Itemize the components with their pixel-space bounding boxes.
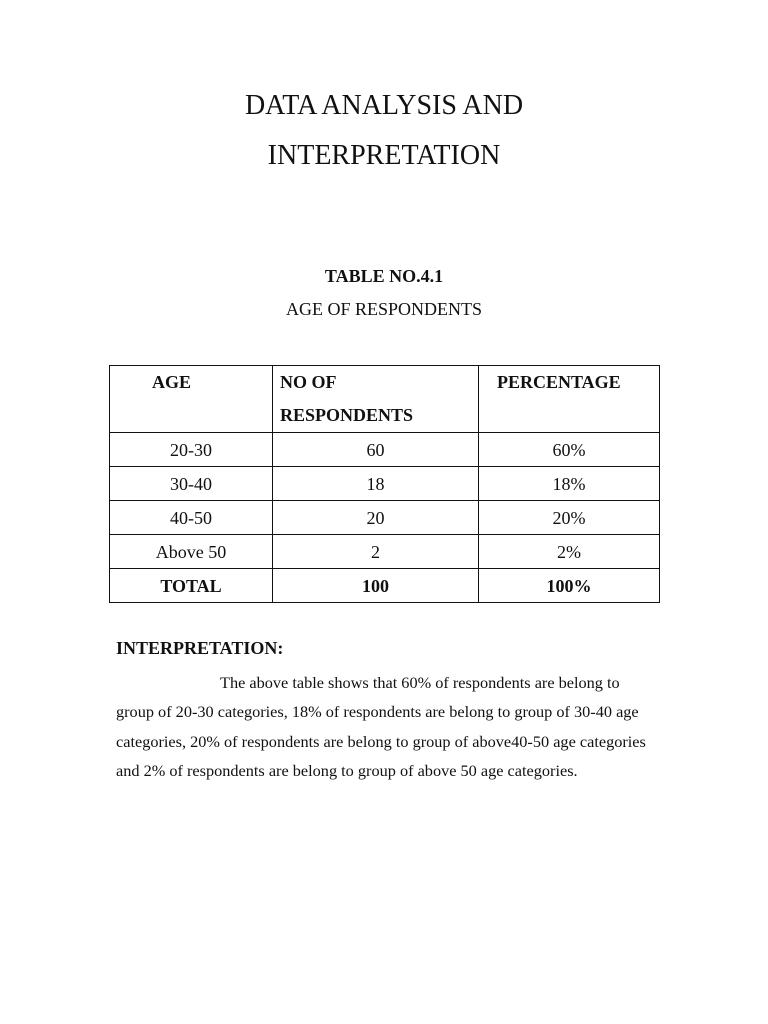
cell-percentage: 20%: [479, 501, 660, 535]
interpretation-heading: INTERPRETATION:: [116, 638, 284, 658]
page-title-line-2: INTERPRETATION: [267, 140, 501, 171]
cell-respondents: 2: [273, 535, 479, 569]
cell-respondents: 18: [273, 467, 479, 501]
table-row: [110, 501, 660, 535]
table-total-row: [110, 569, 660, 603]
cell-age: Above 50: [110, 535, 273, 569]
age-of-respondents-table: [109, 365, 660, 603]
cell-respondents: 20: [273, 501, 479, 535]
table-row: [110, 433, 660, 467]
cell-age: 20-30: [110, 433, 273, 467]
total-respondents: 100: [273, 569, 479, 603]
table-row: [110, 535, 660, 569]
interpretation-body: The above table shows that 60% of respondents are belong to group of 20-30 categories, 18% of respondents are belong to group of 30-40 age categories, 20% of respondents are belong to group of above40-50 age categories and 2% of respondents are belong to group of above 50 age categories.: [116, 673, 646, 780]
header-percentage: PERCENTAGE: [479, 366, 660, 433]
header-age: AGE: [110, 366, 273, 433]
table-row: [110, 467, 660, 501]
table-caption: AGE OF RESPONDENTS: [285, 299, 483, 319]
header-respondents-line-2: RESPONDENTS: [280, 405, 414, 425]
cell-percentage: 18%: [479, 467, 660, 501]
total-label: TOTAL: [110, 569, 273, 603]
cell-percentage: 2%: [479, 535, 660, 569]
cell-percentage: 60%: [479, 433, 660, 467]
header-respondents: [273, 366, 479, 433]
table-number: TABLE NO.4.1: [324, 266, 444, 286]
cell-age: 30-40: [110, 467, 273, 501]
cell-age: 40-50: [110, 501, 273, 535]
header-respondents-line-1: NO OF: [280, 372, 337, 392]
cell-respondents: 60: [273, 433, 479, 467]
table-header-row: [110, 366, 660, 433]
page-title-line-1: DATA ANALYSIS AND: [244, 90, 524, 121]
total-percentage: 100%: [479, 569, 660, 603]
